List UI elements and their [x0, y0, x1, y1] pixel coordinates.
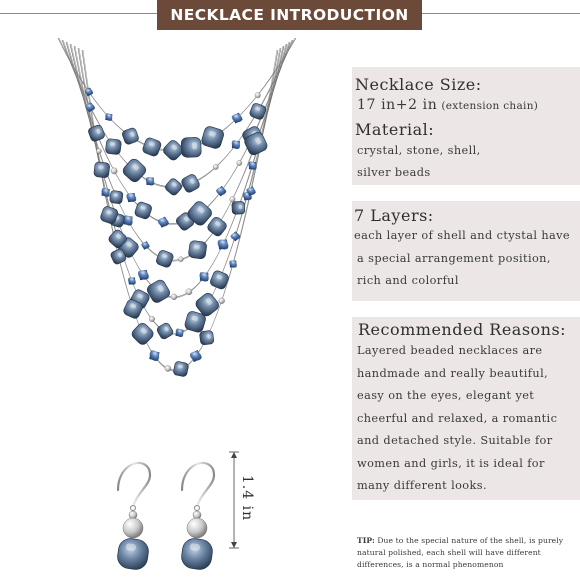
reasons-line: women and girls, it is ideal for	[357, 457, 545, 470]
shell-bead	[180, 173, 201, 194]
silver-bead	[186, 289, 192, 295]
silver-bead	[165, 365, 171, 371]
reasons-line: cheerful and relaxed, a romantic	[357, 412, 558, 425]
earring	[116, 463, 214, 571]
silver-bead	[111, 168, 117, 174]
size-value: 17 in+2 in	[357, 97, 438, 113]
size-value-line	[357, 97, 538, 113]
reasons-line: handmade and really beautiful,	[357, 367, 549, 380]
crystal-bead	[157, 215, 171, 229]
crystal-bead	[143, 174, 157, 188]
layers-line: rich and colorful	[357, 274, 459, 287]
earring-hook	[182, 463, 214, 504]
silver-bead	[219, 298, 225, 304]
shell-bead	[94, 162, 111, 179]
crystal-bead	[124, 190, 139, 205]
crystal-bead	[215, 236, 232, 253]
shell-bead	[188, 240, 207, 259]
tip-note	[357, 535, 579, 571]
size-extension: (extension chain)	[441, 100, 539, 112]
shell-bead	[164, 177, 183, 196]
earring-dimension-label: 1.4 in	[239, 474, 255, 522]
shell-bead	[232, 201, 245, 214]
silver-bead	[171, 294, 177, 300]
shell-bead	[145, 278, 171, 304]
reasons-line: many different looks.	[357, 479, 487, 492]
shell-bead	[173, 361, 189, 377]
crystal-bead	[188, 349, 203, 364]
reasons-heading: Recommended Reasons:	[358, 320, 567, 339]
shell-bead	[209, 270, 230, 291]
tip-text: Due to the special nature of the shell, is purely natural polished, each shell will have different differences, is a normal phenomenon	[357, 536, 564, 569]
silver-bead	[96, 149, 101, 154]
banner-rule-right	[422, 13, 580, 14]
material-line: crystal, stone, shell,	[357, 144, 481, 157]
earring-shell	[180, 537, 214, 571]
layers-heading: 7 Layers:	[354, 206, 434, 225]
earring-loop	[195, 506, 200, 511]
crystal-bead	[216, 186, 227, 197]
silver-bead	[237, 160, 242, 165]
crystal-bead	[231, 232, 241, 242]
banner-title: NECKLACE INTRODUCTION	[157, 0, 422, 30]
necklace-wires	[58, 38, 296, 371]
silver-bead	[178, 257, 183, 262]
silver-bead	[255, 92, 261, 98]
shell-bead	[142, 137, 163, 158]
crystal-bead	[135, 267, 151, 283]
shell-bead	[181, 137, 201, 157]
tip-label: TIP:	[357, 536, 375, 545]
earring-silver-bead	[123, 518, 143, 538]
shell-bead	[156, 322, 174, 340]
size-heading: Necklace Size:	[355, 75, 482, 94]
reasons-line: easy on the eyes, elegant yet	[357, 389, 535, 402]
earring-silver-bead	[187, 518, 207, 538]
shell-bead	[199, 330, 214, 345]
crystal-bead	[227, 258, 239, 270]
layers-line: a special arrangement position,	[357, 252, 551, 265]
shell-bead	[121, 127, 139, 145]
shell-bead	[87, 124, 105, 142]
product-illustration	[0, 30, 350, 580]
reasons-line: Layered beaded necklaces are	[357, 344, 543, 357]
shell-bead	[206, 216, 228, 238]
shell-bead	[155, 249, 174, 268]
crystal-bead	[126, 275, 138, 287]
earring-loop	[131, 506, 136, 511]
shell-bead	[130, 321, 155, 346]
crystal-bead	[146, 348, 162, 364]
dimension-marker	[229, 452, 239, 548]
crystal-bead	[173, 326, 186, 339]
banner-rule-left	[0, 13, 158, 14]
earring-hook	[118, 463, 150, 504]
shell-bead	[109, 190, 123, 204]
crystal-bead	[196, 269, 211, 284]
silver-bead	[230, 197, 236, 203]
material-heading: Material:	[355, 120, 435, 139]
silver-bead	[213, 164, 218, 169]
reasons-line: and detached style. Suitable for	[357, 434, 553, 447]
layers-line: each layer of shell and ctystal have	[354, 229, 571, 242]
crystal-bead	[229, 138, 243, 152]
shell-bead	[105, 138, 122, 155]
shell-bead	[200, 125, 225, 150]
silver-bead	[149, 316, 155, 322]
material-line: silver beads	[357, 166, 431, 179]
earring-shell	[116, 537, 150, 571]
